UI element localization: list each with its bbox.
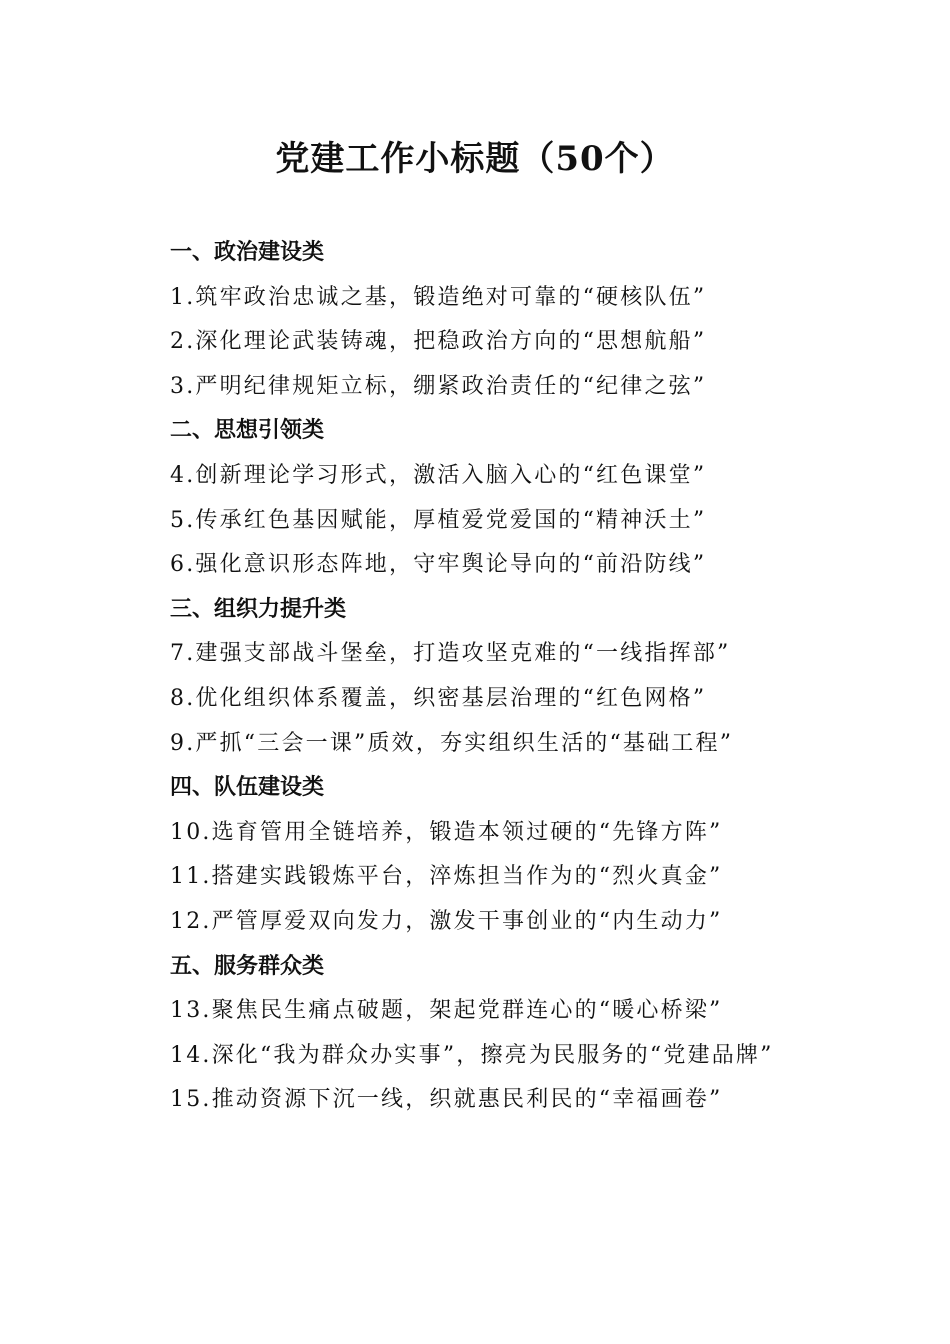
list-item: 3.严明纪律规矩立标，绷紧政治责任的“纪律之弦”: [170, 373, 707, 399]
list-item: 13.聚焦民生痛点破题，架起党群连心的“暖心桥梁”: [170, 998, 723, 1024]
section-heading-ideology: 二、思想引领类: [170, 418, 325, 444]
list-item: 14.深化“我为群众办实事”，擦亮为民服务的“党建品牌”: [170, 1042, 774, 1068]
list-item: 10.选育管用全链培养，锻造本领过硬的“先锋方阵”: [170, 819, 723, 845]
list-item: 12.严管厚爱双向发力，激发干事创业的“内生动力”: [170, 908, 723, 934]
list-item: 8.优化组织体系覆盖，织密基层治理的“红色网格”: [170, 685, 707, 711]
list-item: 6.强化意识形态阵地，守牢舆论导向的“前沿防线”: [170, 552, 707, 578]
document-title: 党建工作小标题（50个）: [275, 139, 675, 179]
list-item: 11.搭建实践锻炼平台，淬炼担当作为的“烈火真金”: [170, 864, 723, 890]
document-body: [120, 231, 830, 1123]
list-item: 4.创新理论学习形式，激活入脑入心的“红色课堂”: [170, 462, 707, 488]
section-heading-service: 五、服务群众类: [170, 953, 325, 979]
section-heading-organization: 三、组织力提升类: [170, 596, 347, 622]
section-heading-political: 一、政治建设类: [170, 240, 325, 265]
list-item: 7.建强支部战斗堡垒，打造攻坚克难的“一线指挥部”: [170, 641, 731, 667]
list-item: 5.传承红色基因赋能，厚植爱党爱国的“精神沃土”: [170, 507, 707, 533]
list-item: 2.深化理论武装铸魂，把稳政治方向的“思想航船”: [170, 329, 707, 355]
section-heading-team: 四、队伍建设类: [170, 775, 325, 801]
list-item: 15.推动资源下沉一线，织就惠民利民的“幸福画卷”: [170, 1087, 723, 1113]
list-item: 1.筑牢政治忠诚之基，锻造绝对可靠的“硬核队伍”: [170, 284, 707, 310]
list-item: 9.严抓“三会一课”质效，夯实组织生活的“基础工程”: [170, 730, 734, 756]
